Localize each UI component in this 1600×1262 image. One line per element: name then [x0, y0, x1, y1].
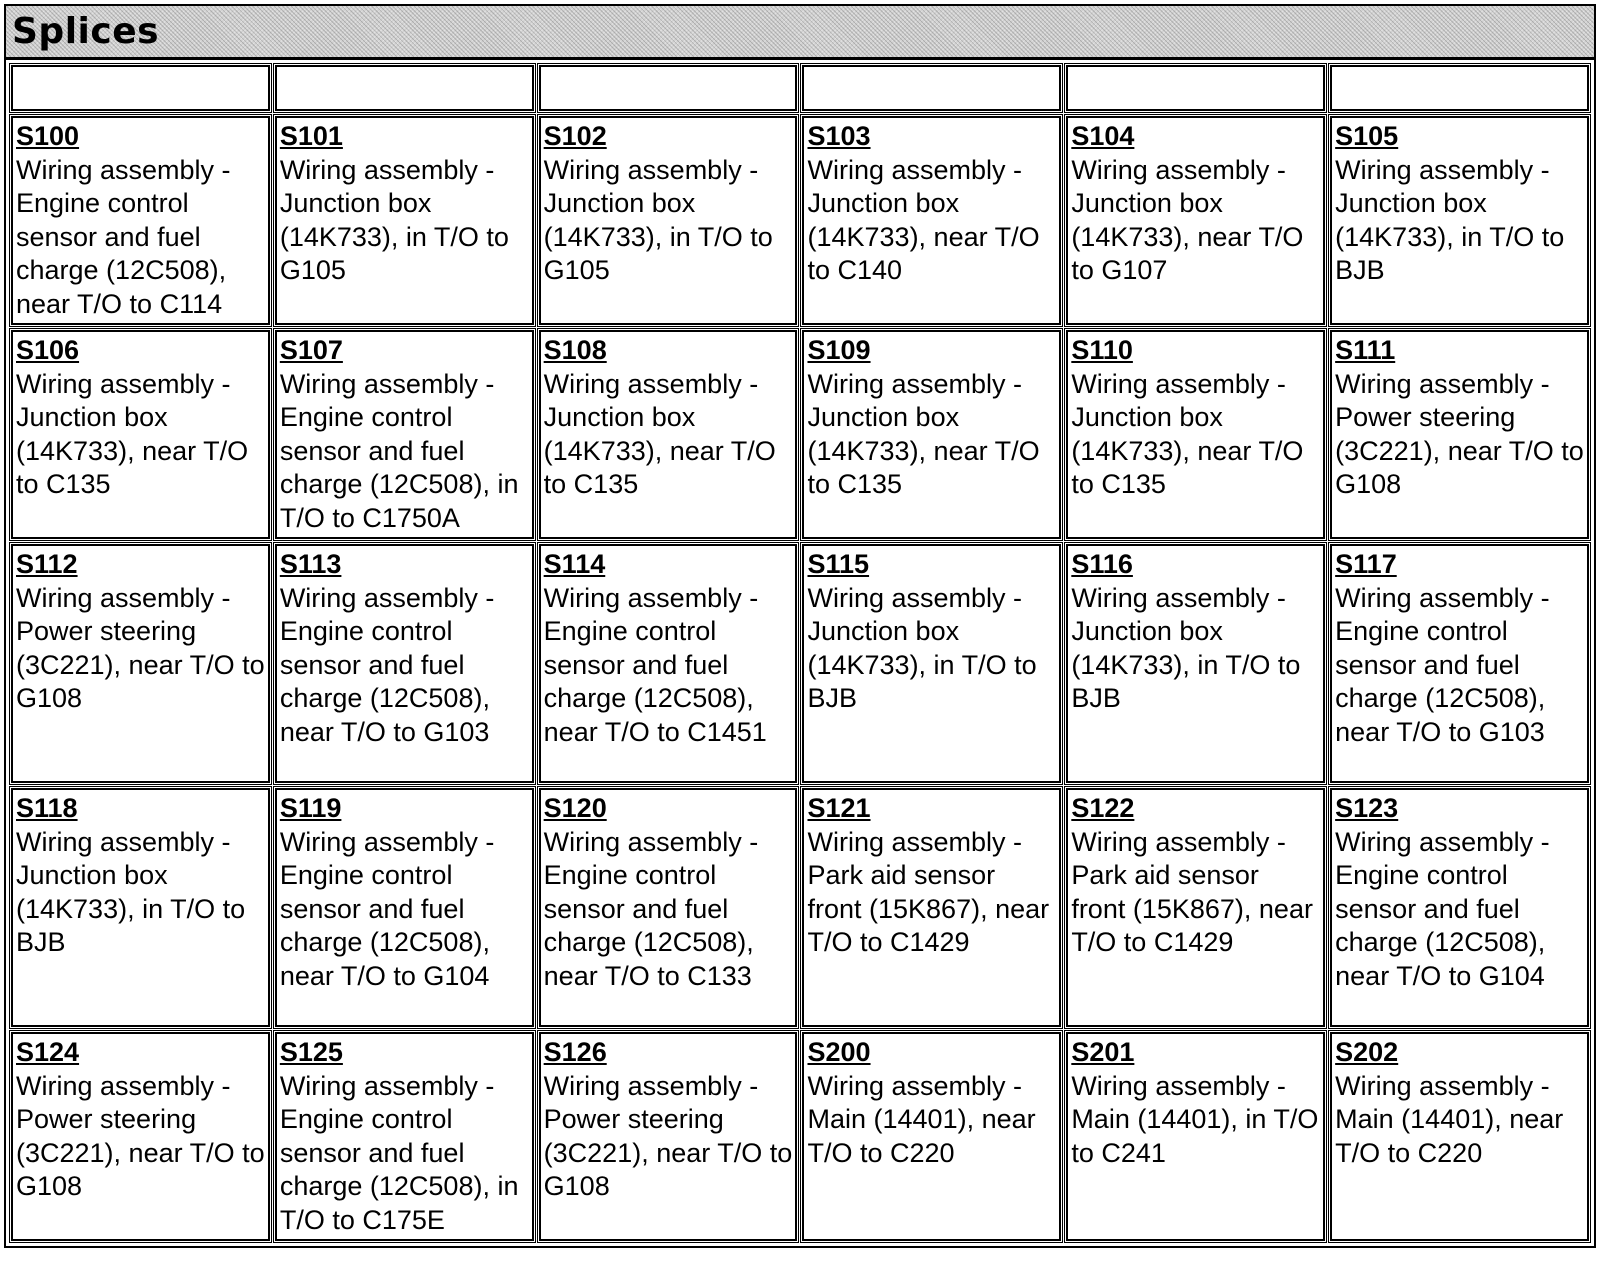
splice-link[interactable]: S126	[543, 1037, 607, 1067]
splice-cell	[1066, 116, 1325, 325]
splice-description: Wiring assembly - Power steering (3C221), near T/O to G108	[16, 582, 265, 713]
splice-description: Wiring assembly - Main (14401), near T/O to C220	[807, 1070, 1036, 1168]
splice-cell	[275, 330, 534, 539]
splice-description: Wiring assembly - Junction box (14K733), in T/O to BJB	[1335, 154, 1565, 285]
splice-link[interactable]: S107	[279, 335, 343, 365]
splice-cell	[1330, 788, 1589, 1027]
splice-link[interactable]: S115	[807, 549, 870, 579]
table-header-row	[11, 65, 1589, 111]
splice-cell	[1066, 788, 1325, 1027]
splice-cell	[1330, 116, 1589, 325]
splice-cell	[11, 788, 270, 1027]
splice-link[interactable]: S103	[807, 121, 871, 151]
splice-cell	[802, 544, 1061, 783]
header-cell	[11, 65, 270, 111]
splice-cell	[539, 544, 798, 783]
splice-link[interactable]: S112	[16, 549, 78, 579]
splice-description: Wiring assembly - Junction box (14K733), in T/O to BJB	[807, 582, 1037, 713]
table-row	[11, 1032, 1589, 1241]
splice-link[interactable]: S109	[807, 335, 871, 365]
splice-cell	[539, 330, 798, 539]
table-row	[11, 544, 1589, 783]
splice-link[interactable]: S104	[1071, 121, 1135, 151]
splice-cell	[539, 1032, 798, 1241]
splice-description: Wiring assembly - Power steering (3C221), near T/O to G108	[543, 1070, 793, 1201]
splices-page	[4, 4, 1596, 1248]
splice-description: Wiring assembly - Junction box (14K733), in T/O to G105	[279, 154, 509, 285]
splice-link[interactable]: S110	[1071, 335, 1133, 365]
splice-description: Wiring assembly - Power steering (3C221), near T/O to G108	[1335, 368, 1584, 499]
splice-cell	[539, 116, 798, 325]
splice-link[interactable]: S100	[16, 121, 80, 151]
splice-cell	[275, 544, 534, 783]
splice-cell	[802, 1032, 1061, 1241]
splice-cell	[1066, 544, 1325, 783]
splice-cell	[11, 116, 270, 325]
splice-link[interactable]: S102	[543, 121, 607, 151]
splice-cell	[275, 788, 534, 1027]
splice-cell	[275, 1032, 534, 1241]
splice-link[interactable]: S124	[16, 1037, 80, 1067]
splice-link[interactable]: S117	[1335, 549, 1397, 579]
splice-link[interactable]: S118	[16, 793, 78, 823]
splice-link[interactable]: S201	[1071, 1037, 1135, 1067]
splice-description: Wiring assembly - Engine control sensor and fuel charge (12C508), near T/O to C133	[543, 826, 759, 991]
splice-description: Wiring assembly - Junction box (14K733), near T/O to C135	[807, 368, 1040, 499]
header-cell	[539, 65, 798, 111]
splice-description: Wiring assembly - Park aid sensor front (15K867), near T/O to C1429	[1071, 826, 1313, 957]
splice-description: Wiring assembly - Engine control sensor and fuel charge (12C508), near T/O to C114	[16, 154, 231, 319]
header-cell	[1330, 65, 1589, 111]
splice-description: Wiring assembly - Engine control sensor and fuel charge (12C508), in T/O to C175E	[279, 1070, 519, 1235]
splice-cell	[802, 788, 1061, 1027]
splice-link[interactable]: S116	[1071, 549, 1133, 579]
header-cell	[802, 65, 1061, 111]
splice-description: Wiring assembly - Junction box (14K733), near T/O to G107	[1071, 154, 1304, 285]
splice-description: Wiring assembly - Junction box (14K733), near T/O to C135	[1071, 368, 1304, 499]
splice-link[interactable]: S125	[279, 1037, 343, 1067]
splice-description: Wiring assembly - Junction box (14K733), near T/O to C140	[807, 154, 1040, 285]
splice-description: Wiring assembly - Junction box (14K733), in T/O to BJB	[1071, 582, 1301, 713]
splice-cell	[1330, 330, 1589, 539]
splice-cell	[802, 330, 1061, 539]
splice-cell	[1330, 1032, 1589, 1241]
splice-cell	[11, 544, 270, 783]
splice-description: Wiring assembly - Engine control sensor and fuel charge (12C508), near T/O to G103	[279, 582, 495, 747]
splice-cell	[275, 116, 534, 325]
table-row	[11, 788, 1589, 1027]
splice-link[interactable]: S106	[16, 335, 80, 365]
splice-link[interactable]: S202	[1335, 1037, 1399, 1067]
splice-link[interactable]: S121	[807, 793, 871, 823]
splice-link[interactable]: S111	[1335, 335, 1396, 365]
header-cell	[1066, 65, 1325, 111]
splice-cell	[11, 330, 270, 539]
page-title: Splices	[12, 11, 160, 52]
splice-cell	[11, 1032, 270, 1241]
splice-link[interactable]: S122	[1071, 793, 1135, 823]
splice-cell	[802, 116, 1061, 325]
splice-description: Wiring assembly - Power steering (3C221), near T/O to G108	[16, 1070, 265, 1201]
splice-description: Wiring assembly - Junction box (14K733), near T/O to C135	[16, 368, 249, 499]
splice-cell	[1330, 544, 1589, 783]
title-bar	[6, 6, 1594, 60]
splice-description: Wiring assembly - Main (14401), in T/O to C241	[1071, 1070, 1319, 1168]
splice-link[interactable]: S105	[1335, 121, 1399, 151]
splice-link[interactable]: S101	[279, 121, 343, 151]
splice-cell	[539, 788, 798, 1027]
splice-cell	[1066, 1032, 1325, 1241]
splice-cell	[1066, 330, 1325, 539]
splice-description: Wiring assembly - Engine control sensor and fuel charge (12C508), near T/O to G104	[279, 826, 495, 991]
table-row	[11, 116, 1589, 325]
splice-description: Wiring assembly - Junction box (14K733), in T/O to BJB	[16, 826, 246, 957]
splice-description: Wiring assembly - Junction box (14K733), near T/O to C135	[543, 368, 776, 499]
splice-link[interactable]: S123	[1335, 793, 1399, 823]
splice-link[interactable]: S113	[279, 549, 342, 579]
splice-description: Wiring assembly - Main (14401), near T/O to C220	[1335, 1070, 1564, 1168]
splice-link[interactable]: S114	[543, 549, 606, 579]
splice-description: Wiring assembly - Engine control sensor and fuel charge (12C508), near T/O to G103	[1335, 582, 1550, 747]
splice-description: Wiring assembly - Engine control sensor and fuel charge (12C508), near T/O to C1451	[543, 582, 767, 747]
header-cell	[275, 65, 534, 111]
splice-link[interactable]: S200	[807, 1037, 871, 1067]
splice-description: Wiring assembly - Junction box (14K733), in T/O to G105	[543, 154, 773, 285]
splice-description: Wiring assembly - Park aid sensor front (15K867), near T/O to C1429	[807, 826, 1050, 957]
splice-link[interactable]: S108	[543, 335, 607, 365]
splice-link[interactable]: S120	[543, 793, 607, 823]
splice-description: Wiring assembly - Engine control sensor and fuel charge (12C508), near T/O to G104	[1335, 826, 1550, 991]
splice-link[interactable]: S119	[279, 793, 342, 823]
splices-table	[6, 60, 1594, 1246]
table-row	[11, 330, 1589, 539]
splice-description: Wiring assembly - Engine control sensor and fuel charge (12C508), in T/O to C1750A	[279, 368, 519, 533]
